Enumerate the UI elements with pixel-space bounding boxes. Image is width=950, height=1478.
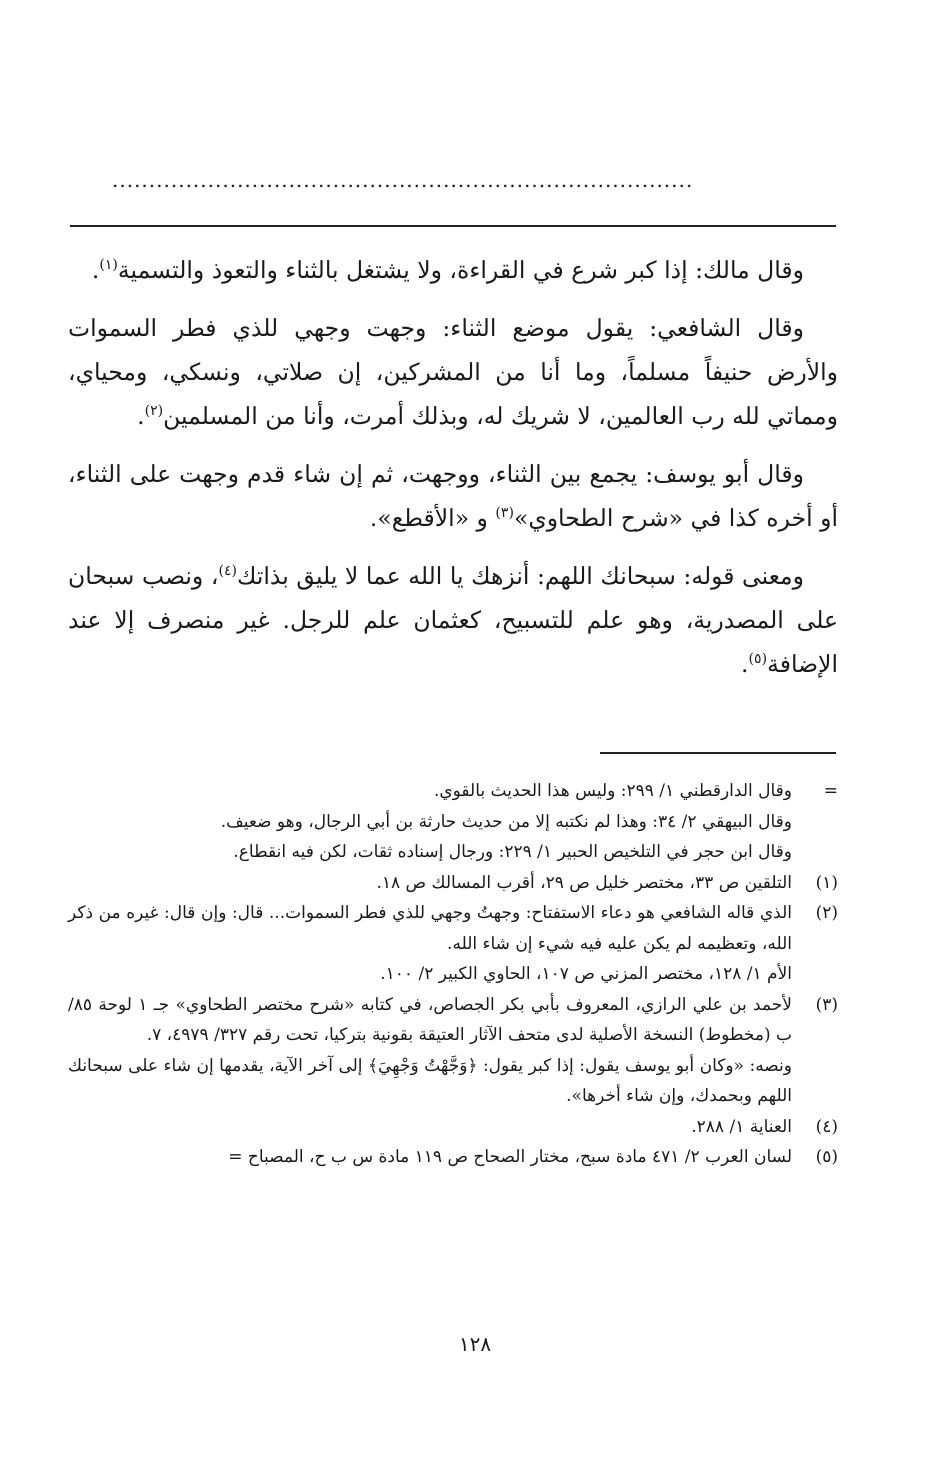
paragraph-abu-yusuf: وقال أبو يوسف: يجمع بين الثناء، ووجهت، ثم إن شاء قدم وجهت على الثناء، أو أخره كذا في «شرح الطحاوي»$^{(٣)}$ و «الأقطع». (68, 460, 838, 532)
footnote-ref-1: (١) (99, 257, 118, 274)
paragraph-shafii: وقال الشافعي: يقول موضع الثناء: وجهت وجهي للذي فطر السموات والأرض حنيفاً مسلماً، وما أنا من المشركين، إن صلاتي، ونسكي، ومحياي، ومماتي لله رب العالمين، لا شريك له، وبذلك أمرت، وأنا من المسلمين$^{(٢)}$. (68, 314, 838, 430)
footnote-continuation-line: وقال البيهقي ٢/ ٣٤: وهذا لم نكتبه إلا من حديث حارثة بن أبي الرجال، وهو ضعيف. (220, 811, 792, 832)
header-dotted-line: ............................................................................... (112, 168, 694, 192)
footnote-1: (١) التلقين ص ٣٣، مختصر خليل ص ٢٩، أقرب المسالك ص ١٨. (376, 872, 838, 893)
footnote-rule (600, 752, 836, 754)
footnote-ref-5: (٥) (748, 651, 768, 668)
header-rule (70, 225, 836, 227)
footnote-2-sources: الأم ١/ ١٢٨، مختصر المزني ص ١٠٧، الحاوي الكبير ٢/ ١٠٠. (380, 964, 792, 984)
paragraph-meaning: ومعنى قوله: سبحانك اللهم: أنزهك يا الله عما لا يليق بذاتك$^{(٤)}$، ونصب سبحان على المصدرية، وهو علم للتسبيح، كعثمان علم للرجل. غير منصرف إلا عند الإضافة$^{(٥)}$. (68, 562, 838, 678)
footnote-continuation: = وقال الدارقطني ١/ ٢٩٩: وليس هذا الحديث بالقوي. (68, 776, 838, 807)
footnote-3-quote: ونصه: «وكان أبو يوسف يقول: إذا كبر يقول: ﴿وَجَّهْتُ وَجْهِيَ﴾ إلى آخر الآية، يقدمها إن شاء على سبحانك اللهم وبحمدك، وإن شاء أخرها». (68, 1055, 792, 1106)
footnote-ref-2: (٢) (144, 403, 164, 420)
main-text (68, 248, 838, 700)
footnote-4: (٤) العناية ١/ ٢٨٨. (691, 1116, 838, 1137)
continuation-mark: = (823, 781, 838, 801)
footnote-continuation-line: وقال ابن حجر في التلخيص الحبير ١/ ٢٢٩: ورجال إسناده ثقات، لكن فيه انقطاع. (233, 842, 792, 862)
footnote-2: (٢) الذي قاله الشافعي هو دعاء الاستفتاح: وجهتُ وجهي للذي فطر السموات... قال: وإن قال: غيره من ذكر الله، وتعظيمه لم يكن عليه فيه شيء إن شاء الله. (68, 903, 838, 954)
footnote-3: (٣) لأحمد بن علي الرازي، المعروف بأبي بكر الجصاص، في كتابه «شرح مختصر الطحاوي» جـ ١ لوحة ٨٥/ب (مخطوط) النسخة الأصلية لدى متحف الآثار العتيقة بقونية بتركيا، تحت رقم ٣٢٧/ ٤٩٧٩، ٧. (68, 994, 838, 1045)
footnotes (68, 776, 838, 1173)
footnote-5: (٥) لسان العرب ٢/ ٤٧١ مادة سبح، مختار الصحاح ص ١١٩ مادة س ب ح، المصباح = (228, 1147, 838, 1167)
footnote-ref-3: (٣) (495, 505, 514, 522)
footnote-ref-4: (٤) (218, 563, 238, 580)
paragraph-malik: وقال مالك: إذا كبر شرع في القراءة، ولا يشتغل بالثناء والتعوذ والتسمية$^{(١)}$. (91, 256, 804, 284)
page-number: ١٢٨ (458, 1332, 492, 1356)
